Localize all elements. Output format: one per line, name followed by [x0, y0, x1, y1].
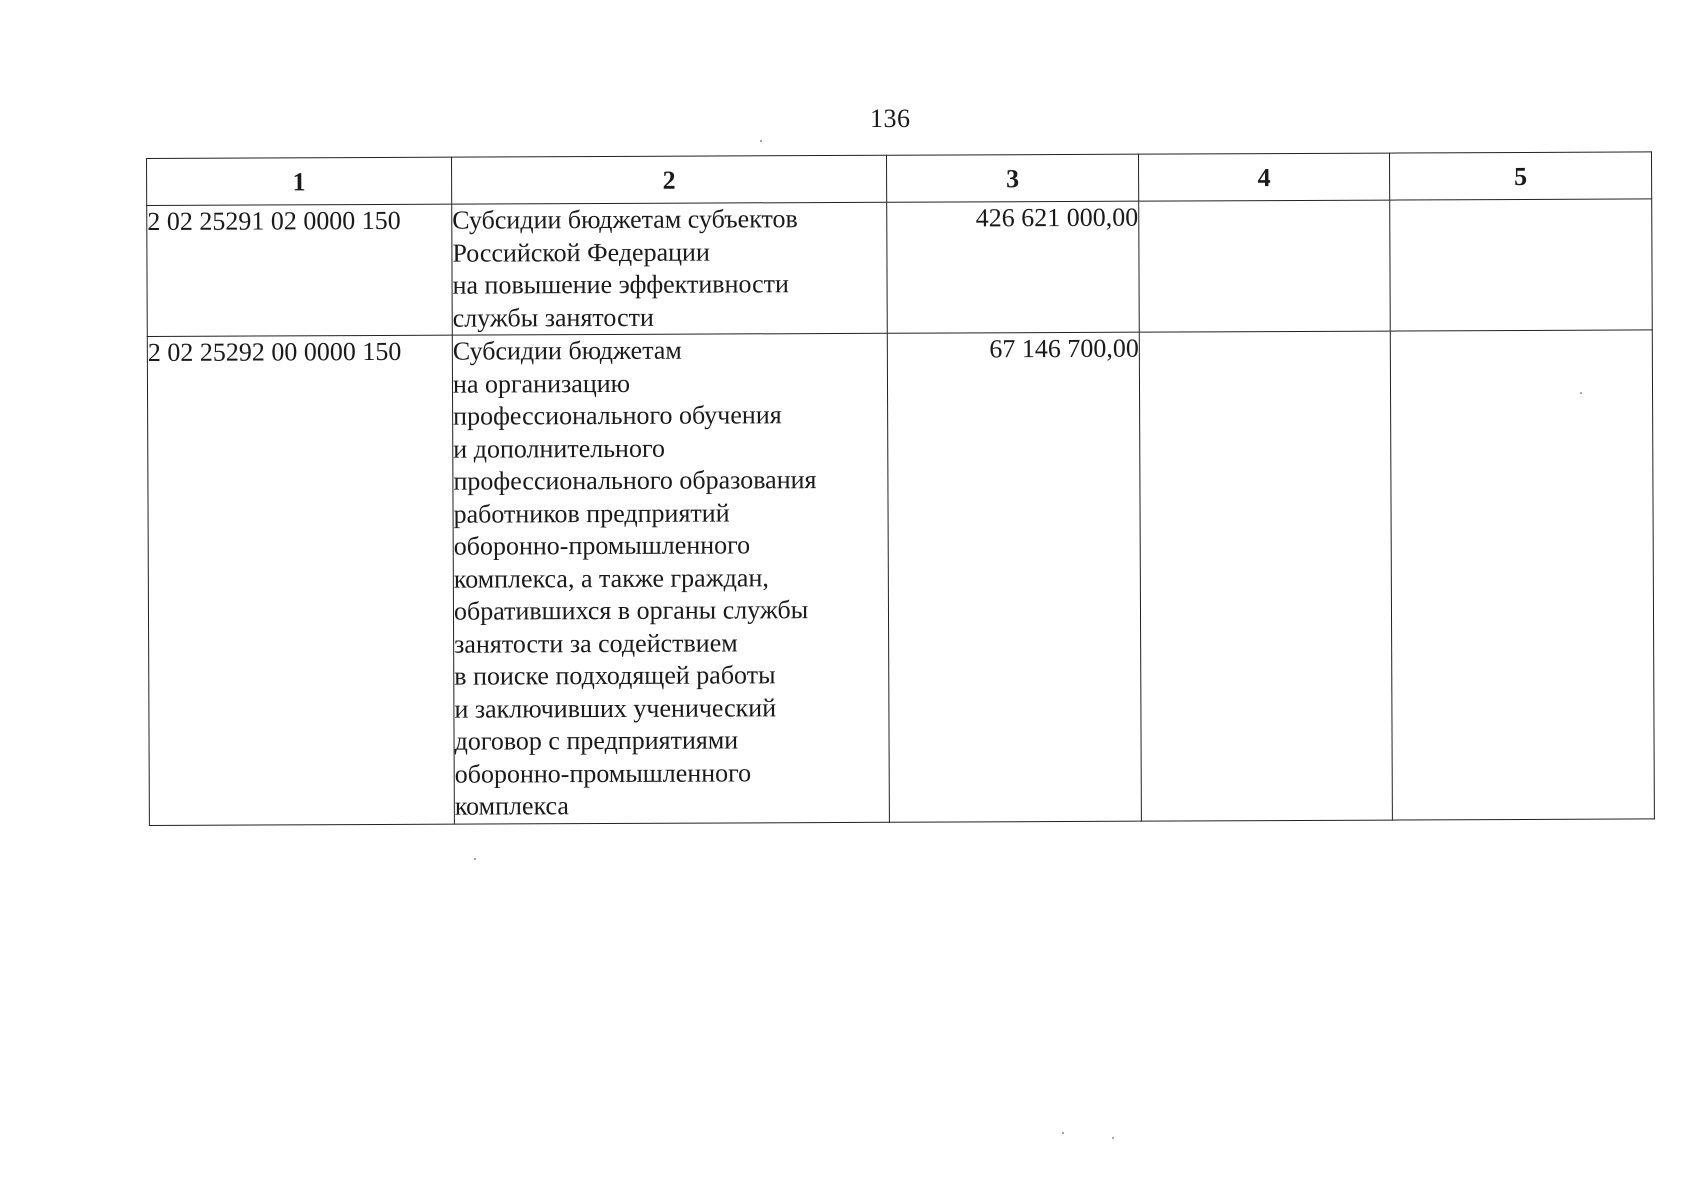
scan-speck — [474, 858, 476, 860]
header-row — [147, 152, 1652, 206]
item-name-line: и дополнительного — [453, 433, 666, 464]
amount-cell: 426 621 000,00 — [887, 201, 1140, 333]
column-header-3: 3 — [886, 154, 1138, 202]
item-name-line: комплекса, а также граждан, — [453, 562, 769, 594]
item-name-line: занятости за содействием — [454, 627, 738, 659]
item-name-line: работников предприятий — [453, 497, 730, 529]
page-number: 136 — [870, 104, 911, 133]
item-name-line: комплекса — [454, 791, 569, 821]
budget-code-cell: 2 02 25291 02 0000 150 — [147, 204, 453, 336]
item-name-cell — [452, 202, 888, 335]
scan-speck — [1062, 1132, 1064, 1134]
column-5-cell — [1390, 330, 1654, 820]
table-row — [147, 199, 1653, 337]
column-4-cell — [1139, 331, 1392, 821]
scan-speck — [1112, 1137, 1114, 1139]
column-header-4: 4 — [1138, 153, 1389, 201]
item-name-line: оборонно-промышленного — [453, 530, 751, 561]
budget-table — [146, 151, 1655, 825]
item-name-line: на организацию — [452, 368, 631, 399]
column-header-2: 2 — [451, 155, 886, 204]
item-name-line: на повышение эффективности — [452, 269, 789, 300]
item-name-cell — [452, 333, 889, 823]
column-5-cell — [1390, 199, 1653, 331]
item-name-line: и заключивших ученический — [454, 692, 777, 724]
budget-code-cell: 2 02 25292 00 0000 150 — [147, 335, 454, 825]
scan-speck — [1580, 392, 1582, 394]
item-name-line: Субсидии бюджетам — [452, 335, 682, 366]
scan-speck — [760, 140, 762, 142]
item-name-line: службы занятости — [452, 302, 654, 333]
item-name-line: договор с предприятиями — [454, 725, 739, 756]
column-header-1: 1 — [147, 157, 452, 205]
item-name-line: обратившихся в органы службы — [453, 595, 809, 626]
item-name-line: в поиске подходящей работы — [454, 660, 776, 691]
item-name-line: профессионального образования — [453, 465, 817, 496]
amount-cell: 67 146 700,00 — [887, 332, 1141, 822]
item-name-line: Субсидии бюджетам субъектов — [452, 204, 798, 235]
table-row — [147, 330, 1654, 825]
item-name-line: оборонно-промышленного — [454, 757, 752, 789]
column-4-cell — [1139, 200, 1391, 332]
item-name-line: профессионального обучения — [453, 400, 782, 431]
column-header-5: 5 — [1389, 152, 1651, 200]
item-name-line: Российской Федерации — [452, 237, 710, 268]
